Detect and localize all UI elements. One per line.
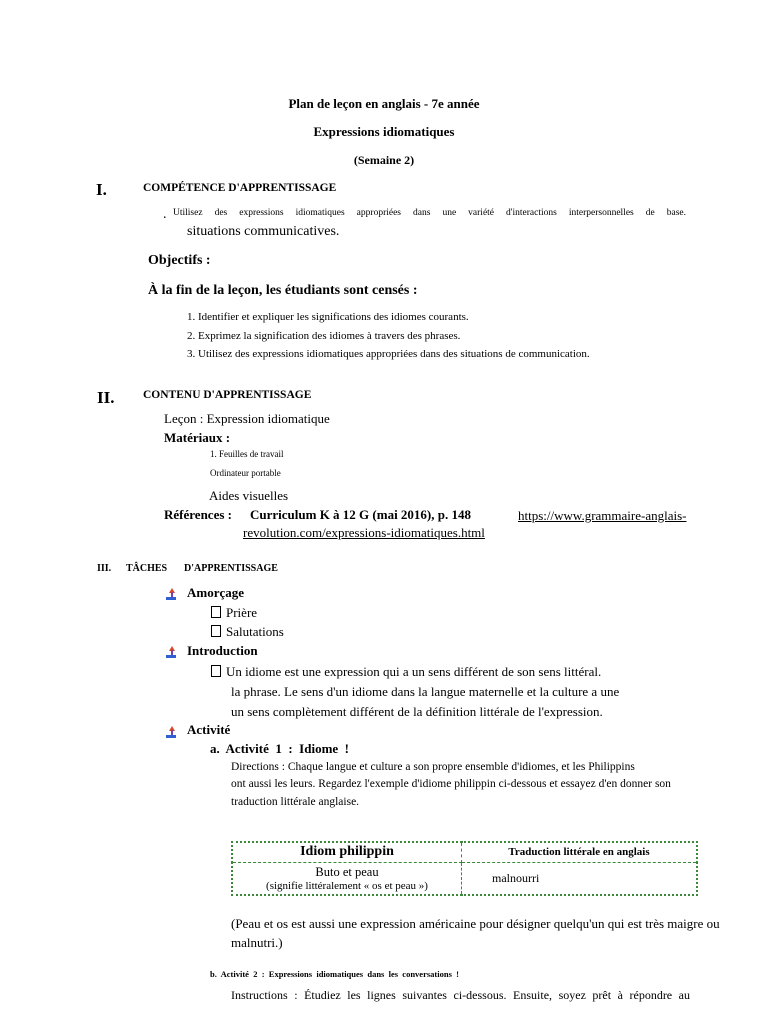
materials-label: Matériaux : <box>164 430 231 445</box>
material-item: Ordinateur portable <box>210 468 281 478</box>
intro-line: Un idiome est une expression qui a un sens différent de son sens littéral. <box>226 664 602 679</box>
objectives-expectation: À la fin de la leçon, les étudiants sont censés : <box>148 283 418 298</box>
intro-paragraph <box>211 664 601 680</box>
objective-item: 3. Utilisez des expressions idiomatiques appropriées dans des situations de communication. <box>187 348 590 360</box>
section-title-taches: TÂCHES <box>126 563 168 574</box>
activity1-directions: traduction littérale anglaise. <box>231 796 360 808</box>
references-label: Références : <box>164 507 232 522</box>
section-title-contenu: CONTENU D'APPRENTISSAGE <box>143 389 312 401</box>
competence-text: Utilisez des expressions idiomatiques appropriées dans une variété d'interactions interpersonnelles de base. <box>173 208 686 218</box>
pencil-bullet-icon <box>166 588 176 600</box>
table-cell-idiom <box>232 862 462 895</box>
activity2-title: b. Activité 2 : Expressions idiomatiques dans les conversations ! <box>210 969 459 979</box>
section-title-competence: COMPÉTENCE D'APPRENTISSAGE <box>143 182 337 194</box>
section-numeral-1: I. <box>96 180 107 199</box>
section-numeral-3: III. <box>97 563 112 574</box>
section-numeral-2: II. <box>97 388 115 407</box>
reference-link[interactable]: https://www.grammaire-anglais- <box>518 508 687 523</box>
pencil-bullet-icon <box>166 646 176 658</box>
table-header-idiom: Idiom philippin <box>232 842 462 862</box>
table-cell-translation: malnourri <box>462 862 698 895</box>
reference-link-cont[interactable]: revolution.com/expressions-idiomatiques.html <box>243 525 485 540</box>
material-item: 1. Feuilles de travail <box>210 449 284 459</box>
document-title: Plan de leçon en anglais - 7e année <box>288 96 480 111</box>
activite-heading: Activité <box>187 722 231 737</box>
checkbox-glyph-icon <box>211 665 221 677</box>
document-subtitle: Expressions idiomatiques <box>313 124 455 139</box>
activity1-directions: ont aussi les leurs. Regardez l'exemple d'idiome philippin ci-dessous et essayez d'en donner son <box>231 778 671 790</box>
bullet-dot: . <box>163 207 167 222</box>
checkbox-glyph-icon <box>211 625 221 637</box>
checkbox-glyph-icon <box>211 606 221 618</box>
table-header-translation: Traduction littérale en anglais <box>462 842 698 862</box>
week-label: (Semaine 2) <box>353 153 415 167</box>
amorcage-heading: Amorçage <box>187 585 245 600</box>
intro-line: un sens complètement différent de la définition littérale de l'expression. <box>231 704 603 719</box>
section-title-apprentissage: D'APPRENTISSAGE <box>184 563 278 574</box>
priere-label: Prière <box>226 605 258 620</box>
priere-item <box>211 605 257 621</box>
material-item: Aides visuelles <box>209 488 289 503</box>
objective-item: 2. Exprimez la signification des idiomes à travers des phrases. <box>187 330 461 342</box>
idiom-table <box>231 841 698 896</box>
objectives-label: Objectifs : <box>148 253 211 268</box>
intro-line: la phrase. Le sens d'un idiome dans la langue maternelle et la culture a une <box>231 684 620 699</box>
salutations-item <box>211 624 284 640</box>
note-line: (Peau et os est aussi une expression américaine pour désigner quelqu'un qui est très maigre ou <box>231 916 720 931</box>
salutations-label: Salutations <box>226 624 284 639</box>
idiom-text: Buto et peau <box>315 864 379 879</box>
pencil-bullet-icon <box>166 726 176 738</box>
activity1-title: a. Activité 1 : Idiome ! <box>210 741 350 756</box>
references-text: Curriculum K à 12 G (mai 2016), p. 148 <box>250 507 471 522</box>
note-line: malnutri.) <box>231 935 283 950</box>
introduction-heading: Introduction <box>187 643 258 658</box>
idiom-meaning: (signifie littéralement « os et peau ») <box>266 879 428 892</box>
lesson-line: Leçon : Expression idiomatique <box>164 411 330 426</box>
competence-text-cont: situations communicatives. <box>187 224 340 239</box>
activity1-directions: Directions : Chaque langue et culture a son propre ensemble d'idiomes, et les Philippins <box>231 761 635 773</box>
activity2-instructions: Instructions : Étudiez les lignes suivantes ci-dessous. Ensuite, soyez prêt à répondre au <box>231 988 690 1002</box>
objective-item: 1. Identifier et expliquer les significations des idiomes courants. <box>187 311 469 323</box>
